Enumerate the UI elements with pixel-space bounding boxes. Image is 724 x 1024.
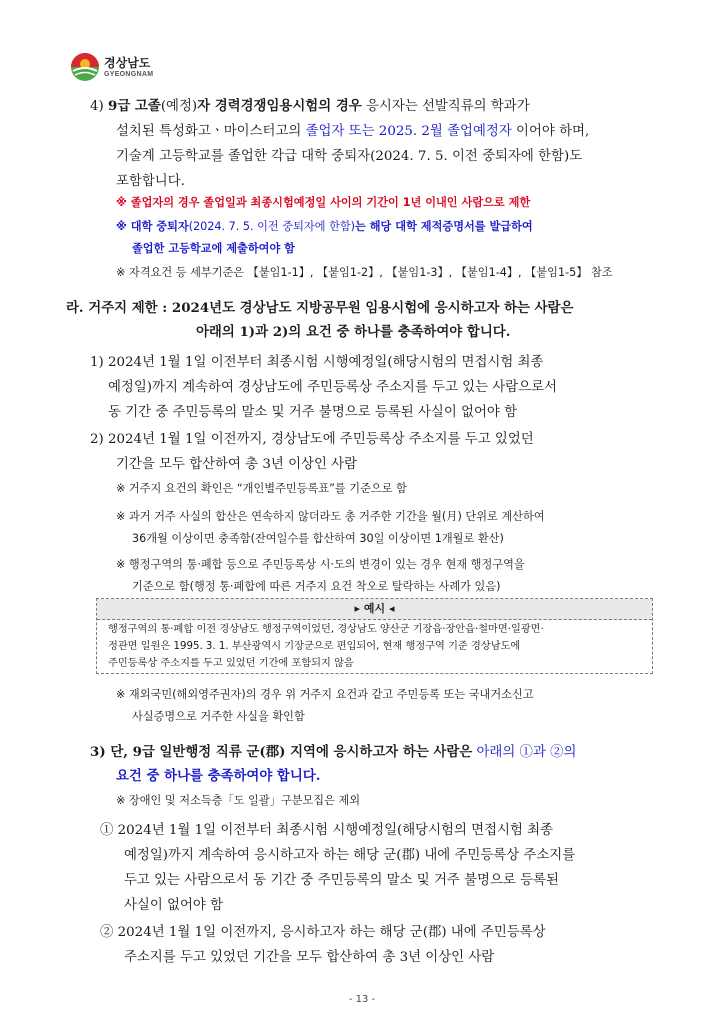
item4-line3: 기술계 고등학교를 졸업한 각급 대학 중퇴자(2024. 7. 5. 이전 중퇴자에 한함)도	[116, 149, 583, 164]
section-ra-heading-cont: 아래의 1)과 2)의 요건 중 하나를 충족하여야 합니다.	[196, 324, 511, 340]
item4-note-attachments: ※ 자격요건 등 세부기준은 【붙임1-1】, 【붙임1-2】, 【붙임1-3】, 【붙임1-4】, 【붙임1-5】 참조	[116, 266, 613, 279]
overseas-note-line1: ※ 재외국민(해외영주권자)의 경우 위 거주지 요건과 같고 주민등록 또는 국내거소신고	[116, 688, 534, 701]
section-ra-heading: 라. 거주지 제한 : 2024년도 경상남도 지방공무원 임용시험에 응시하고자 하는 사람은	[66, 300, 574, 316]
item3-circle1-line4: 사실이 없어야 함	[124, 898, 224, 913]
item2-note-merge-line2: 기준으로 함(행정 통·폐합에 따른 거주지 요건 착오로 탈락하는 사례가 있음)	[132, 580, 501, 593]
item3-circle1-line3: 두고 있는 사람으로서 동 기간 중 주민등록의 말소 및 거주 불명으로 등록된	[124, 873, 559, 888]
item2-note-merge-line1: ※ 행정구역의 통·폐합 등으로 주민등록상 시·도의 변경이 있는 경우 현재 행정구역을	[116, 558, 525, 571]
item3-line2: 요건 중 하나를 충족하여야 합니다.	[116, 768, 321, 784]
item2-note-sum-line2: 36개월 이상이면 충족함(잔여일수를 합산하여 30일 이상이면 1개월로 환산)	[132, 532, 504, 545]
item3-circle2-line1: ② 2024년 1월 1일 이전까지, 응시하고자 하는 해당 군(郡) 내에 주민등록상	[100, 925, 546, 940]
gyeongnam-logo-icon	[70, 52, 100, 82]
item4-note-graduate: ※ 졸업자의 경우 졸업일과 최종시험예정일 사이의 기간이 1년 이내인 사람으로 제한	[116, 196, 531, 209]
item3-circle2-line2: 주소지를 두고 있었던 기간을 모두 합산하여 총 3년 이상인 사람	[124, 950, 495, 965]
item4-line2: 설치된 특성화고ㆍ마이스터고의 졸업자 또는 2025. 2월 졸업예정자 이어야 하며,	[116, 124, 590, 139]
overseas-note-line2: 사실증명으로 거주한 사실을 확인함	[132, 710, 305, 723]
example-line3: 주민등록상 주소지를 두고 있었던 기간에 포함되지 않음	[108, 658, 354, 669]
item3-line1: 3) 단, 9급 일반행정 직류 군(郡) 지역에 응시하고자 하는 사람은 아래의 ①과 ②의	[90, 744, 577, 760]
item4-note-dropout: ※ 대학 중퇴자(2024. 7. 5. 이전 중퇴자에 한함)는 해당 대학 제적증명서를 발급하여	[116, 220, 533, 233]
item2-line1: 2) 2024년 1월 1일 이전까지, 경상남도에 주민등록상 주소지를 두고 있었던	[90, 432, 534, 447]
example-title: ▸ 예시 ◂	[97, 599, 652, 620]
item3-note-excluded: ※ 장애인 및 저소득층「도 일괄」구분모집은 제외	[116, 794, 361, 807]
logo-english-text: GYEONGNAM	[104, 70, 154, 78]
item1-line2: 예정일)까지 계속하여 경상남도에 주민등록상 주소지를 두고 있는 사람으로서	[108, 380, 557, 395]
item4-line1: 4) 9급 고졸(예정)자 경력경쟁임용시험의 경우 응시자는 선발직류의 학과가	[90, 98, 530, 114]
example-body	[97, 620, 652, 673]
item2-note-residency-check: ※ 거주지 요건의 확인은 “개인별주민등록표”를 기준으로 함	[116, 482, 407, 495]
item4-note-dropout-cont: 졸업한 고등학교에 제출하여야 함	[132, 242, 295, 255]
item3-circle1-line1: ① 2024년 1월 1일 이전부터 최종시험 시행예정일(해당시험의 면접시험 최종	[100, 823, 554, 838]
item2-note-sum-line1: ※ 과거 거주 사실의 합산은 연속하지 않더라도 총 거주한 기간을 월(月) 단위로 계산하여	[116, 510, 545, 523]
attachment-references: 【붙임1-1】, 【붙임1-2】, 【붙임1-3】, 【붙임1-4】, 【붙임1-5】	[247, 266, 588, 279]
logo-korean-text: 경상남도	[104, 55, 151, 70]
example-line2: 정관면 일원은 1995. 3. 1. 부산광역시 기장군으로 편입되어, 현재 행정구역 기준 경상남도에	[108, 641, 521, 652]
example-box	[96, 598, 653, 674]
item2-line2: 기간을 모두 합산하여 총 3년 이상인 사람	[116, 457, 358, 472]
item1-line1: 1) 2024년 1월 1일 이전부터 최종시험 시행예정일(해당시험의 면접시험 최종	[90, 355, 544, 370]
item1-line3: 동 기간 중 주민등록의 말소 및 거주 불명으로 등록된 사실이 없어야 함	[108, 405, 518, 420]
header-logo	[70, 52, 153, 82]
item3-circle1-line2: 예정일)까지 계속하여 응시하고자 하는 해당 군(郡) 내에 주민등록상 주소지를	[124, 848, 576, 863]
item4-line4: 포함합니다.	[116, 174, 185, 189]
example-line1: 행정구역의 통·폐합 이전 경상남도 행정구역이었던, 경상남도 양산군 기장읍·장안읍·철마면·일광면·	[108, 624, 544, 635]
page-number: - 13 -	[348, 994, 376, 1005]
